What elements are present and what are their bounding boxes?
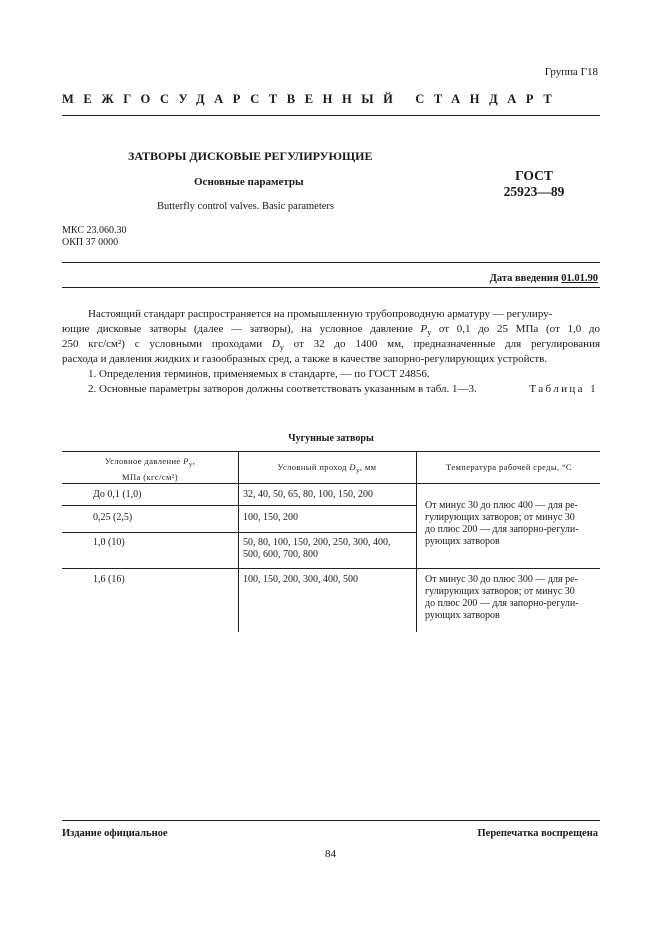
footer-reprint-notice: Перепечатка воспрещена bbox=[477, 828, 598, 839]
date-rule-bottom bbox=[62, 287, 600, 288]
symbol-bore: D bbox=[271, 338, 280, 350]
gost-label: ГОСТ bbox=[515, 168, 553, 183]
cell-bore: 32, 40, 50, 65, 80, 100, 150, 200 bbox=[243, 489, 373, 500]
cell-pressure: 1,6 (16) bbox=[93, 574, 125, 585]
gost-designation bbox=[499, 168, 569, 200]
table-row-divider bbox=[62, 505, 416, 506]
cell-pressure: До 0,1 (1,0) bbox=[93, 489, 142, 500]
paragraph-intro-line2: ющие дисковые затворы (далее — затворы), на условное давление $P_y$ от 0,1 до 25 МПа (от 1,0 до bbox=[62, 323, 601, 338]
page-number: 84 bbox=[325, 848, 336, 860]
table-header-border bbox=[62, 483, 600, 484]
table-column-divider bbox=[416, 451, 417, 632]
group-label: Группа Г18 bbox=[544, 66, 598, 78]
document-subtitle: Основные параметры bbox=[194, 176, 304, 188]
paragraph-clause-1: 1. Определения терминов, применяемых в стандарте, — по ГОСТ 24856. bbox=[88, 368, 430, 380]
table-row-divider bbox=[62, 568, 600, 569]
document-title: ЗАТВОРЫ ДИСКОВЫЕ РЕГУЛИРУЮЩИЕ bbox=[128, 149, 373, 163]
date-value: 01.01.90 bbox=[561, 273, 598, 284]
header-rule bbox=[62, 115, 600, 116]
table-top-border bbox=[62, 451, 600, 452]
cell-bore: 50, 80, 100, 150, 200, 250, 300, 400, 500, 600, 700, 800 bbox=[243, 537, 391, 560]
cell-temperature-group-1: От минус 30 до плюс 400 — для ре- гулирующих затворов; от минус 30 до плюс 200 — для запорно-регули- рующих затворов bbox=[425, 500, 579, 547]
mks-code: МКС 23.060.30 bbox=[62, 225, 127, 236]
classification-codes bbox=[62, 225, 126, 249]
english-title: Butterfly control valves. Basic parameters bbox=[157, 201, 334, 212]
okp-code: ОКП 37 0000 bbox=[62, 237, 119, 248]
paragraph-intro-line1: Настоящий стандарт распространяется на промышленную трубопроводную арматуру — регулиру- bbox=[88, 308, 553, 320]
footer-rule bbox=[62, 820, 600, 821]
cell-temperature-group-2: От минус 30 до плюс 300 — для ре- гулирующих затворов; от минус 30 до плюс 200 — для запорно-регули- рующих затворов bbox=[425, 574, 579, 621]
gost-number: 25923—89 bbox=[503, 184, 565, 199]
header-temperature: Температура рабочей среды, °С bbox=[446, 462, 572, 472]
symbol-pressure: P bbox=[420, 323, 428, 335]
date-label: Дата введения bbox=[489, 273, 559, 284]
table-column-divider bbox=[238, 451, 239, 632]
effective-date bbox=[490, 273, 598, 284]
header-pressure: Условное давление $P_y$, МПа (кгс/см²) bbox=[104, 456, 196, 482]
header-bore: Условный проход $D_y$, мм bbox=[277, 462, 377, 475]
paragraph-intro-line4: расхода и давления жидких и газообразных сред, а также в качестве запорно-регулирующих устройств. bbox=[62, 353, 548, 365]
table-row-divider bbox=[62, 532, 416, 533]
cell-pressure: 0,25 (2,5) bbox=[93, 512, 133, 523]
standard-banner: МЕЖГОСУДАРСТВЕННЫЙ СТАНДАРТ bbox=[62, 92, 562, 106]
footer-official-edition: Издание официальное bbox=[62, 828, 168, 839]
paragraph-intro-line3: 250 кгс/см²) с условными проходами $D_y$ от 32 до 1400 мм, предназначенные для регулирования bbox=[62, 338, 601, 353]
cell-pressure: 1,0 (10) bbox=[93, 537, 125, 548]
cell-bore: 100, 150, 200 bbox=[243, 512, 298, 523]
table-number: Таблица 1 bbox=[529, 383, 598, 395]
paragraph-clause-2: 2. Основные параметры затворов должны соответствовать указанным в табл. 1—3. bbox=[88, 383, 477, 395]
date-rule bbox=[62, 262, 600, 263]
cell-bore: 100, 150, 200, 300, 400, 500 bbox=[243, 574, 358, 585]
table-title: Чугунные затворы bbox=[288, 433, 374, 444]
